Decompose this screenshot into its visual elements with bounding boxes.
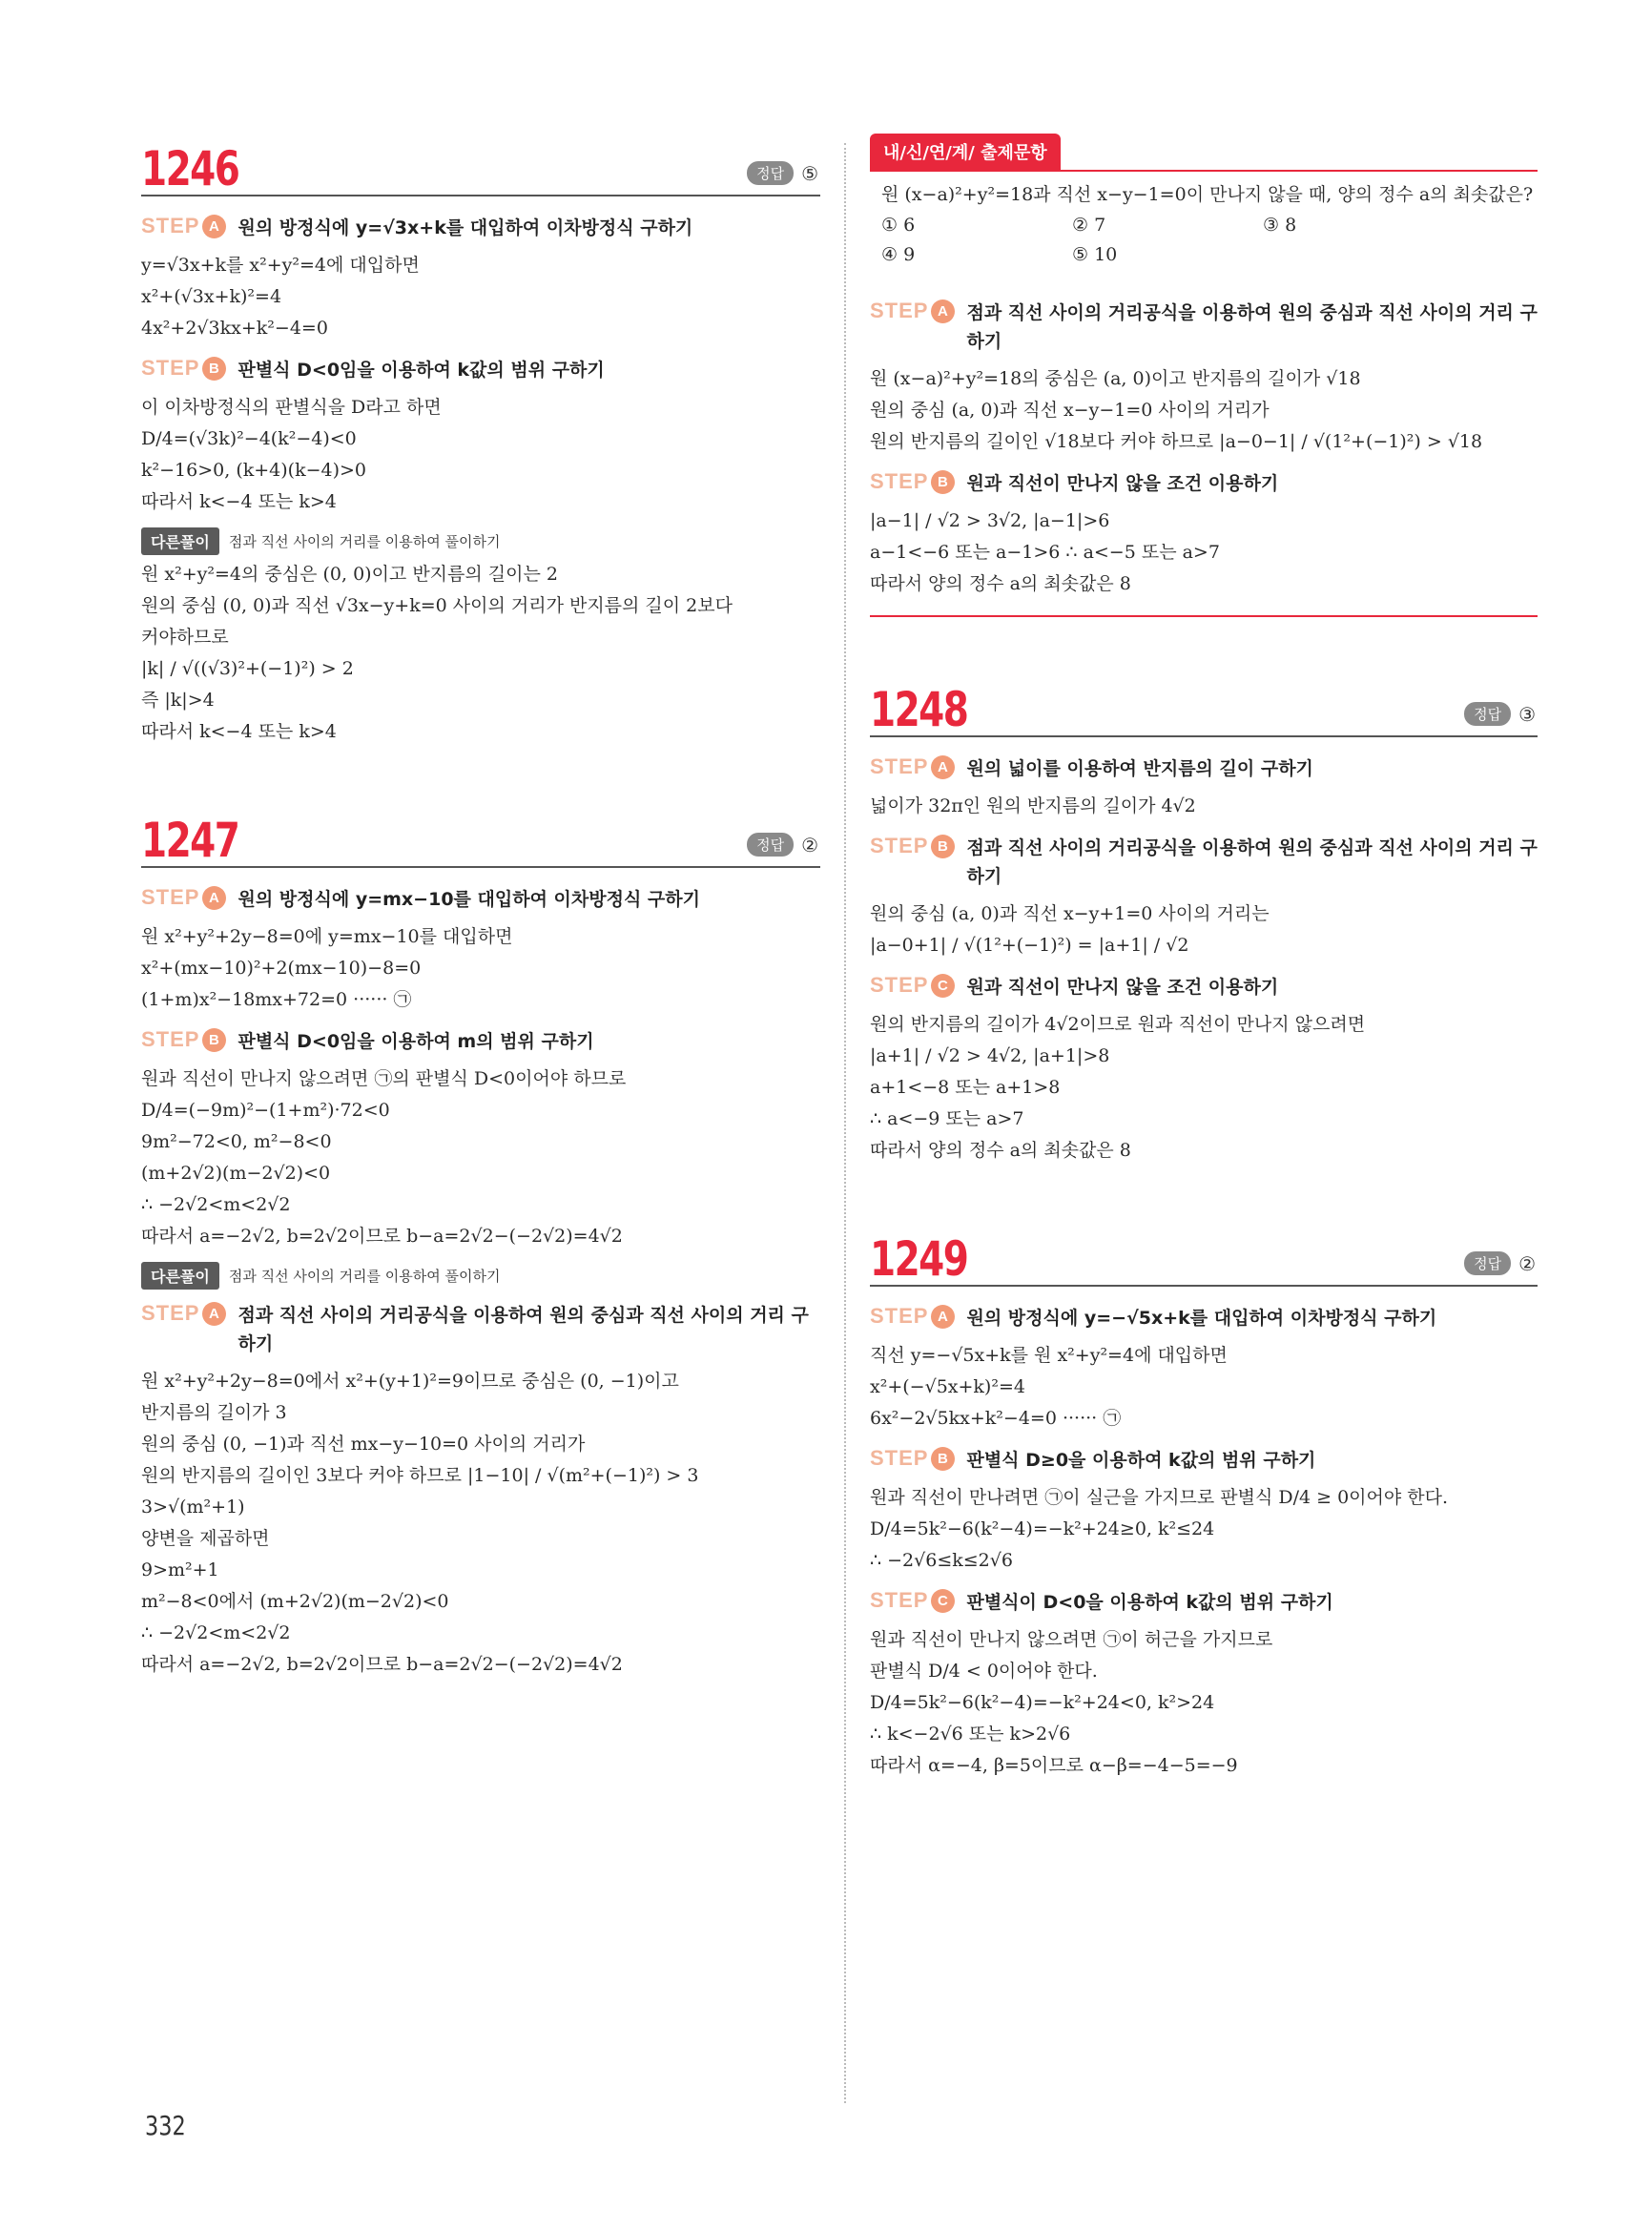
- choices-gap: [870, 270, 1538, 287]
- solution-line: |a+1| / √2 > 4√2, |a+1|>8: [870, 1045, 1110, 1066]
- solution-line: D/4=5k²−6(k²−4)=−k²+24<0, k²>24: [870, 1692, 1215, 1713]
- answer-box: [747, 833, 818, 857]
- solution-line: 6x²−2√5kx+k²−4=0 ······ ㉠: [870, 1408, 1122, 1429]
- answer-value: ③: [1518, 702, 1536, 726]
- answer-box: [1464, 702, 1536, 726]
- solution-line: 원의 중심 (0, −1)과 직선 mx−y−10=0 사이의 거리가: [141, 1434, 586, 1455]
- step-title: 점과 직선 사이의 거리공식을 이용하여 원의 중심과 직선 사이의 거리 구하기: [966, 837, 1538, 887]
- step-letter-badge: A: [931, 1305, 955, 1329]
- solution-line: 직선 y=−√5x+k를 원 x²+y²=4에 대입하면: [870, 1345, 1228, 1366]
- solution-line: 원 (x−a)²+y²=18의 중심은 (a, 0)이고 반지름의 길이가 √18: [870, 368, 1361, 389]
- step-word: STEP: [870, 1446, 929, 1470]
- choice-4: ④ 9: [881, 244, 916, 265]
- problem-number: 1246: [141, 141, 239, 196]
- solution-line: 판별식 D/4 < 0이어야 한다.: [870, 1661, 1098, 1682]
- choice-1: ① 6: [881, 215, 916, 236]
- step-word: STEP: [141, 1301, 200, 1325]
- step-tag: [870, 973, 955, 998]
- solution-line: D/4=(−9m)²−(1+m²)·72<0: [141, 1100, 390, 1121]
- step-title: 원의 넓이를 이용하여 반지름의 길이 구하기: [966, 758, 1313, 779]
- step-word: STEP: [141, 885, 200, 909]
- solution-line: |a−0+1| / √(1²+(−1)²) = |a+1| / √2: [870, 935, 1189, 956]
- step-word: STEP: [870, 299, 929, 322]
- solution-line: 원의 중심 (a, 0)과 직선 x−y−1=0 사이의 거리가: [870, 400, 1270, 421]
- solution-line: |k| / √((√3)²+(−1)²) > 2: [141, 658, 354, 679]
- solution-line: 반지름의 길이가 3: [141, 1402, 287, 1423]
- step-tag: [870, 1304, 955, 1329]
- solution-line: 따라서 α=−4, β=5이므로 α−β=−4−5=−9: [870, 1755, 1238, 1776]
- problem-number: 1249: [870, 1231, 968, 1287]
- step-title: 판별식 D≥0을 이용하여 k값의 범위 구하기: [966, 1450, 1316, 1471]
- solution-line: 원의 반지름의 길이가 4√2이므로 원과 직선이 만나지 않으려면: [870, 1014, 1366, 1035]
- solution-line: 원 x²+y²+2y−8=0에서 x²+(y+1)²=9이므로 중심은 (0, −1)이고: [141, 1371, 679, 1392]
- step-title: 원의 방정식에 y=mx−10를 대입하여 이차방정식 구하기: [237, 889, 700, 910]
- alternate-solution-title: 점과 직선 사이의 거리를 이용하여 풀이하기: [228, 1268, 501, 1285]
- step-tag: [141, 356, 226, 381]
- answer-box: [1464, 1251, 1536, 1275]
- right-column: [870, 134, 1538, 1782]
- step-tag: [870, 469, 955, 494]
- question-text: 원 (x−a)²+y²=18과 직선 x−y−1=0이 만나지 않을 때, 양의 정수 a의 최솟값은?: [881, 184, 1534, 205]
- solution-line: 따라서 k<−4 또는 k>4: [141, 721, 337, 742]
- step-tag: [141, 214, 226, 238]
- choice-3: ③ 8: [1263, 215, 1297, 236]
- step-letter-badge: A: [202, 886, 226, 910]
- step-title: 원의 방정식에 y=−√5x+k를 대입하여 이차방정식 구하기: [966, 1308, 1437, 1329]
- step-heading: [870, 834, 1538, 891]
- solution-line: a−1<−6 또는 a−1>6 ∴ a<−5 또는 a>7: [870, 542, 1220, 563]
- solution-line: 양변을 제곱하면: [141, 1528, 270, 1549]
- solution-line: 원과 직선이 만나려면 ㉠이 실근을 가지므로 판별식 D/4 ≥ 0이어야 한다.: [870, 1487, 1449, 1508]
- solution-line: ∴ −2√2<m<2√2: [141, 1194, 291, 1215]
- step-letter-badge: A: [931, 299, 955, 323]
- solution-line: ∴ a<−9 또는 a>7: [870, 1108, 1024, 1129]
- step-heading: [141, 885, 820, 914]
- solution-line: k²−16>0, (k+4)(k−4)>0: [141, 460, 367, 481]
- answer-value: ⑤: [801, 161, 818, 185]
- step-word: STEP: [870, 1588, 929, 1612]
- step-title: 판별식 D<0임을 이용하여 m의 범위 구하기: [237, 1031, 594, 1052]
- linked-exam-header: [870, 134, 1538, 172]
- step-title: 원의 방정식에 y=√3x+k를 대입하여 이차방정식 구하기: [237, 217, 693, 238]
- solution-line: ∴ −2√6≤k≤2√6: [870, 1550, 1013, 1571]
- solution-line: 커야하므로: [141, 627, 229, 648]
- column-divider: [844, 143, 846, 2103]
- step-tag: [870, 834, 955, 858]
- problem-number: 1247: [141, 813, 239, 868]
- solution-line: 넓이가 32π인 원의 반지름의 길이가 4√2: [870, 795, 1196, 816]
- step-word: STEP: [870, 469, 929, 493]
- answer-label-badge: 정답: [747, 161, 794, 185]
- step-word: STEP: [141, 1027, 200, 1051]
- step-letter-badge: B: [931, 1447, 955, 1471]
- answer-label-badge: 정답: [747, 833, 794, 857]
- solution-line: x²+(mx−10)²+2(mx−10)−8=0: [141, 958, 422, 979]
- step-letter-badge: B: [202, 357, 226, 381]
- solution-line: 원과 직선이 만나지 않으려면 ㉠이 허근을 가지므로: [870, 1629, 1273, 1650]
- step-heading: [870, 973, 1538, 1001]
- step-title: 판별식 D<0임을 이용하여 k값의 범위 구하기: [237, 360, 605, 381]
- problem-header: [870, 674, 1538, 737]
- solution-line: 원의 반지름의 길이인 3보다 커야 하므로 |1−10| / √(m²+(−1)²) > 3: [141, 1465, 699, 1486]
- step-title: 점과 직선 사이의 거리공식을 이용하여 원의 중심과 직선 사이의 거리 구하기: [966, 302, 1538, 352]
- step-heading: [870, 754, 1538, 783]
- solution-line: 9>m²+1: [141, 1559, 219, 1580]
- solution-line: x²+(√3x+k)²=4: [141, 286, 282, 307]
- step-word: STEP: [141, 356, 200, 380]
- step-heading: [870, 1446, 1538, 1475]
- step-heading: [870, 1588, 1538, 1617]
- step-tag: [870, 299, 955, 323]
- step-tag: [870, 1588, 955, 1613]
- alternate-solution-heading: [141, 1262, 820, 1290]
- solution-line: a+1<−8 또는 a+1>8: [870, 1077, 1061, 1098]
- solution-line: 이 이차방정식의 판별식을 D라고 하면: [141, 397, 442, 418]
- step-title: 원과 직선이 만나지 않을 조건 이용하기: [966, 977, 1279, 998]
- solution-line: 따라서 a=−2√2, b=2√2이므로 b−a=2√2−(−2√2)=4√2: [141, 1654, 623, 1675]
- step-heading: [870, 299, 1538, 356]
- answer-choices: [881, 211, 1538, 270]
- solution-line: 3>√(m²+1): [141, 1497, 245, 1518]
- step-heading: [141, 356, 820, 384]
- step-tag: [141, 1301, 226, 1326]
- alternate-solution-heading: [141, 527, 820, 555]
- solution-line: 따라서 양의 정수 a의 최솟값은 8: [870, 573, 1131, 594]
- solution-line: 원 x²+y²+2y−8=0에 y=mx−10를 대입하면: [141, 926, 513, 947]
- solution-line: D/4=5k²−6(k²−4)=−k²+24≥0, k²≤24: [870, 1518, 1215, 1539]
- alternate-solution-title: 점과 직선 사이의 거리를 이용하여 풀이하기: [228, 533, 501, 550]
- step-title: 판별식이 D<0을 이용하여 k값의 범위 구하기: [966, 1592, 1333, 1613]
- linked-exam-badge: 내/신/연/계/ 출제문항: [870, 134, 1061, 170]
- solution-line: x²+(−√5x+k)²=4: [870, 1376, 1025, 1397]
- step-title: 점과 직선 사이의 거리공식을 이용하여 원의 중심과 직선 사이의 거리 구하기: [237, 1305, 809, 1354]
- left-column: [141, 134, 820, 1681]
- step-heading: [141, 214, 820, 242]
- solution-line: 원의 중심 (a, 0)과 직선 x−y+1=0 사이의 거리는: [870, 903, 1270, 924]
- step-tag: [870, 754, 955, 779]
- step-letter-badge: C: [931, 1589, 955, 1613]
- step-letter-badge: B: [931, 835, 955, 858]
- solution-line: (1+m)x²−18mx+72=0 ······ ㉠: [141, 989, 412, 1010]
- solution-line: 원의 반지름의 길이인 √18보다 커야 하므로 |a−0−1| / √(1²+(−1)²) > √18: [870, 431, 1483, 452]
- alternate-solution-badge: 다른풀이: [141, 1262, 219, 1290]
- step-heading: [141, 1027, 820, 1056]
- problem-gap: [141, 748, 820, 805]
- step-word: STEP: [141, 214, 200, 237]
- step-word: STEP: [870, 1304, 929, 1328]
- solution-line: ∴ −2√2<m<2√2: [141, 1622, 291, 1643]
- solution-line: 4x²+2√3kx+k²−4=0: [141, 318, 328, 339]
- problem-header: [141, 134, 820, 196]
- problem-header: [141, 805, 820, 868]
- solution-line: ∴ k<−2√6 또는 k>2√6: [870, 1724, 1071, 1745]
- choice-2: ② 7: [1072, 215, 1106, 236]
- answer-box: [747, 161, 818, 185]
- solution-line: 따라서 k<−4 또는 k>4: [141, 491, 337, 512]
- step-word: STEP: [870, 754, 929, 778]
- step-title: 원과 직선이 만나지 않을 조건 이용하기: [966, 473, 1279, 494]
- alternate-solution-badge: 다른풀이: [141, 527, 219, 555]
- answer-label-badge: 정답: [1464, 1251, 1511, 1275]
- problem-1248: [870, 674, 1538, 1167]
- choice-5: ⑤ 10: [1072, 244, 1118, 265]
- step-tag: [870, 1446, 955, 1471]
- solution-line: 즉 |k|>4: [141, 690, 215, 711]
- solution-line: 원과 직선이 만나지 않으려면 ㉠의 판별식 D<0이어야 하므로: [141, 1068, 627, 1089]
- step-letter-badge: B: [931, 470, 955, 494]
- solution-line: m²−8<0에서 (m+2√2)(m−2√2)<0: [141, 1591, 449, 1612]
- page-number: 332: [145, 2110, 186, 2141]
- step-letter-badge: A: [931, 755, 955, 779]
- step-letter-badge: A: [202, 1302, 226, 1326]
- step-tag: [141, 885, 226, 910]
- step-word: STEP: [870, 973, 929, 997]
- step-heading: [870, 469, 1538, 498]
- solution-line: (m+2√2)(m−2√2)<0: [141, 1163, 331, 1184]
- step-letter-badge: B: [202, 1028, 226, 1052]
- answer-value: ②: [801, 833, 818, 857]
- answer-value: ②: [1518, 1251, 1536, 1275]
- solution-line: y=√3x+k를 x²+y²=4에 대입하면: [141, 255, 420, 276]
- solution-line: 따라서 양의 정수 a의 최솟값은 8: [870, 1140, 1131, 1161]
- problem-gap: [870, 1167, 1538, 1224]
- solution-line: 원 x²+y²=4의 중심은 (0, 0)이고 반지름의 길이는 2: [141, 564, 558, 585]
- step-letter-badge: C: [931, 974, 955, 998]
- problem-1247: [141, 805, 820, 1681]
- step-word: STEP: [870, 834, 929, 857]
- step-heading: [141, 1301, 820, 1358]
- answer-label-badge: 정답: [1464, 702, 1511, 726]
- problem-number: 1248: [870, 682, 968, 737]
- problem-1246: [141, 134, 820, 748]
- solution-line: |a−1| / √2 > 3√2, |a−1|>6: [870, 510, 1110, 531]
- problem-header: [870, 1224, 1538, 1287]
- solution-line: 따라서 a=−2√2, b=2√2이므로 b−a=2√2−(−2√2)=4√2: [141, 1226, 623, 1247]
- step-heading: [870, 1304, 1538, 1332]
- step-letter-badge: A: [202, 215, 226, 238]
- solution-line: D/4=(√3k)²−4(k²−4)<0: [141, 428, 357, 449]
- linked-exam-question: [870, 134, 1538, 617]
- step-tag: [141, 1027, 226, 1052]
- problem-gap: [870, 617, 1538, 674]
- problem-1249: [870, 1224, 1538, 1782]
- solution-line: 원의 중심 (0, 0)과 직선 √3x−y+k=0 사이의 거리가 반지름의 길이 2보다: [141, 595, 733, 616]
- solution-line: 9m²−72<0, m²−8<0: [141, 1131, 332, 1152]
